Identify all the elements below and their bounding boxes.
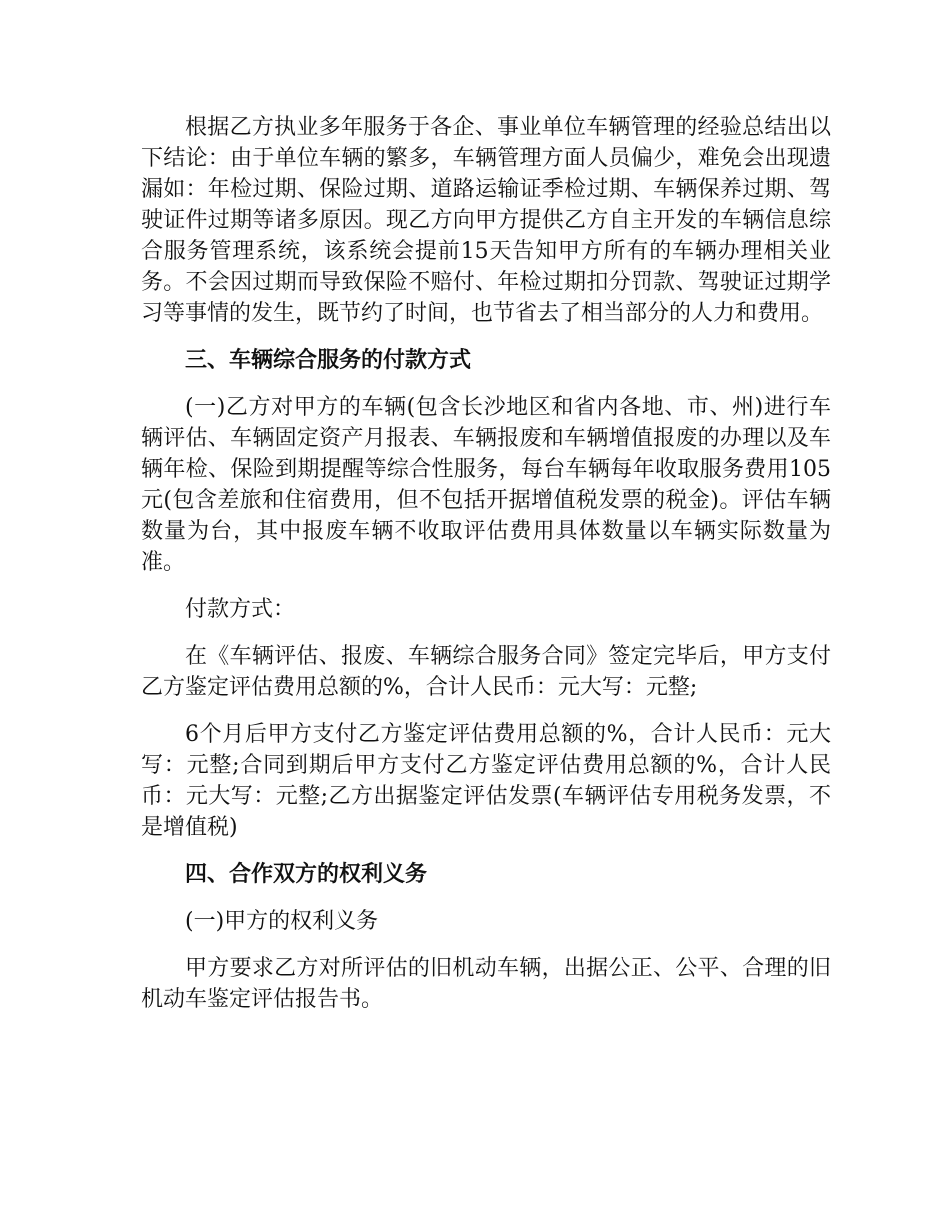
paragraph-later-payments: 6个月后甲方支付乙方鉴定评估费用总额的%，合计人民币：元大写：元整;合同到期后甲方支付乙方鉴定评估费用总额的%，合计人民币：元大写：元整;乙方出据鉴定评估发票(车辆评估专用税务发票，不是增值税) [141,722,831,840]
paragraph-first-payment: 在《车辆评估、报废、车辆综合服务合同》签定完毕后，甲方支付乙方鉴定评估费用总额的%，合计人民币：元大写：元整; [141,644,831,700]
paragraph-party-a-requirement: 甲方要求乙方对所评估的旧机动车辆，出据公正、公平、合理的旧机动车鉴定评估报告书。 [141,956,831,1012]
subheading-party-a-rights: (一)甲方的权利义务 [185,909,379,934]
paragraph-payment-label: 付款方式： [185,597,296,622]
paragraph-experience-summary: 根据乙方执业多年服务于各企、事业单位车辆管理的经验总结出以下结论：由于单位车辆的繁多，车辆管理方面人员偏少，难免会出现遗漏如：年检过期、保险过期、道路运输证季检过期、车辆保养过期、驾驶证件过期等诸多原因。现乙方向甲方提供乙方自主开发的车辆信息综合服务管理系统，该系统会提前15天告知甲方所有的车辆办理相关业务。不会因过期而导致保险不赔付、年检过期扣分罚款、驾驶证过期学习等事情的发生，既节约了时间，也节省去了相当部分的人力和费用。 [141,115,831,326]
document-body [141,112,831,1031]
section-heading-rights-obligations: 四、合作双方的权利义务 [185,862,428,887]
section-heading-payment-method: 三、车辆综合服务的付款方式 [185,348,472,373]
paragraph-service-fee: (一)乙方对甲方的车辆(包含长沙地区和省内各地、市、州)进行车辆评估、车辆固定资产月报表、车辆报废和车辆增值报废的办理以及车辆年检、保险到期提醒等综合性服务，每台车辆每年收取服务费用105元(包含差旅和住宿费用，但不包括开据增值税发票的税金)。评估车辆数量为台，其中报废车辆不收取评估费用具体数量以车辆实际数量为准。 [141,395,831,575]
